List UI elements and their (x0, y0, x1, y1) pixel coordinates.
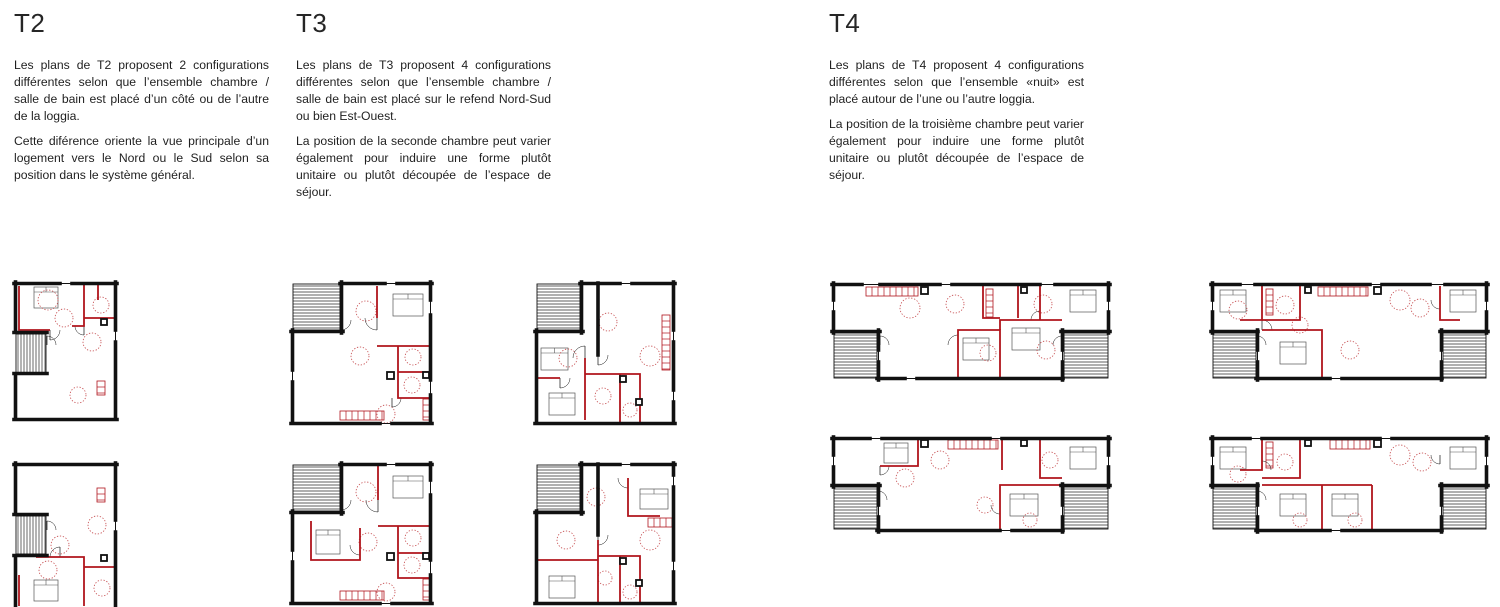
turning-circle (405, 530, 421, 546)
turning-circle (900, 298, 920, 318)
door-arc (392, 398, 401, 407)
storage-unit (97, 381, 105, 395)
door-arc (50, 330, 60, 340)
turning-circle (1293, 513, 1307, 527)
door-swing (618, 478, 628, 488)
partition-wall (1240, 286, 1262, 320)
turning-circle (351, 347, 369, 365)
door-swing (560, 378, 570, 388)
storage-outline (866, 287, 918, 296)
door-arc (366, 500, 378, 512)
door-arc (47, 336, 56, 345)
door-arc (75, 326, 84, 335)
bed (1012, 328, 1040, 350)
door-swing (365, 318, 377, 330)
service-shaft (1305, 287, 1311, 293)
partition-wall (1000, 320, 1062, 330)
bed (884, 443, 908, 463)
storage-outline (948, 440, 998, 449)
storage-unit (1266, 289, 1273, 315)
service-shaft (101, 319, 107, 325)
door-arc (365, 318, 377, 330)
turning-circle (1276, 296, 1294, 314)
section-description (829, 57, 1084, 192)
door-arc (991, 505, 1000, 514)
storage-outline (1266, 442, 1273, 468)
loggia (1064, 487, 1108, 529)
turning-circle (1230, 466, 1246, 482)
loggia (293, 284, 340, 330)
storage-unit (648, 518, 672, 527)
bed (640, 489, 668, 509)
turning-circle (1390, 290, 1410, 310)
door-arc (47, 521, 56, 530)
door-swing (50, 330, 60, 340)
storage-unit (340, 411, 384, 420)
partition-wall (598, 556, 640, 602)
partition-wall (1040, 440, 1062, 478)
service-shaft (1374, 440, 1381, 447)
bed (1220, 290, 1246, 312)
turning-circle (377, 583, 395, 601)
bed (34, 580, 58, 601)
door-arc (350, 545, 360, 555)
description-paragraph: Cette diférence oriente la vue principale d’un logement vers le Nord ou le Sud selon sa position dans le système général. (14, 134, 269, 182)
service-shaft (387, 553, 394, 560)
service-shaft (1021, 287, 1027, 293)
service-shaft (1305, 440, 1311, 446)
description-paragraph: La position de la troisième chambre peut varier également pour induire une forme plutôt unitaire ou plutôt découpée de l’espace de séjour. (829, 117, 1084, 182)
service-shaft (101, 555, 107, 561)
loggia (1213, 487, 1256, 529)
turning-circle (356, 301, 376, 321)
turning-circle (88, 516, 106, 534)
door-arc (948, 335, 958, 345)
loggia-outline (16, 334, 46, 373)
storage-unit (948, 440, 998, 449)
loggia (537, 465, 580, 511)
door-swing (1031, 311, 1040, 320)
turning-circle (977, 497, 993, 513)
door-swing (1053, 336, 1062, 345)
bed (1280, 342, 1306, 364)
partition-wall (1240, 440, 1262, 470)
service-shaft (1021, 440, 1027, 446)
loggia (293, 465, 340, 511)
loggia-outline (1443, 487, 1486, 529)
storage-unit (1330, 440, 1370, 449)
description-paragraph: Les plans de T3 proposent 4 configurations différentes selon que l’ensemble chambre / salle de bain est placé sur le refend Nord-Sud ou bien Est-Ouest. (296, 58, 551, 123)
door-swing (1262, 461, 1271, 470)
service-shaft (620, 558, 626, 564)
turning-circle (55, 309, 73, 327)
turning-circle (356, 482, 376, 502)
partition-wall (398, 526, 429, 578)
door-arc (1031, 311, 1040, 320)
turning-circle (93, 297, 109, 313)
turning-circle (640, 346, 660, 366)
turning-circle (931, 451, 949, 469)
loggia (834, 333, 877, 378)
plan-t4-d (1211, 437, 1488, 532)
turning-circle (377, 405, 395, 423)
door-swing (1431, 300, 1440, 309)
plan-t3-d (535, 463, 675, 604)
service-shaft (423, 553, 429, 559)
door-swing (948, 335, 958, 345)
bed (1450, 447, 1476, 469)
storage-unit (97, 488, 105, 502)
service-shaft (921, 440, 928, 447)
turning-circle (38, 290, 58, 310)
plan-t3-b (535, 282, 675, 424)
plan-t3-a (291, 282, 432, 424)
loggia (537, 284, 580, 330)
storage-unit (662, 315, 670, 370)
turning-circle (1413, 453, 1431, 471)
turning-circle (595, 388, 611, 404)
storage-outline (1318, 287, 1368, 296)
bed (1010, 494, 1038, 516)
partition-wall (36, 557, 84, 606)
turning-circle (1341, 341, 1359, 359)
bed (1220, 447, 1246, 469)
loggia (1443, 487, 1486, 529)
bed (393, 294, 423, 316)
door-swing (47, 521, 56, 530)
storage-unit (1318, 287, 1368, 296)
storage-unit (1266, 442, 1273, 468)
turning-circle (404, 377, 420, 393)
turning-circle (404, 557, 420, 573)
loggia (1064, 333, 1108, 378)
section-description (14, 57, 269, 192)
door-arc (880, 336, 889, 345)
door-swing (573, 346, 585, 358)
turning-circle (623, 585, 637, 599)
description-paragraph: Les plans de T2 proposent 2 configurations différentes selon que l’ensemble chambre / salle de bain est placé d’un côté ou de l’autre de la loggia. (14, 58, 269, 123)
section-title: T4 (829, 8, 861, 38)
partition-wall (1262, 440, 1300, 478)
loggia-outline (834, 487, 877, 529)
door-arc (880, 466, 889, 475)
loggia-outline (16, 516, 46, 554)
bed (1332, 494, 1358, 516)
plan-t2-b (14, 463, 117, 607)
bed (34, 287, 58, 308)
plan-t2-a (14, 282, 117, 420)
plan-t3-c (291, 463, 432, 604)
bed (1070, 447, 1096, 469)
turning-circle (1390, 445, 1410, 465)
service-shaft (620, 376, 626, 382)
door-arc (560, 378, 570, 388)
plan-t4-b (1211, 283, 1488, 380)
turning-circle (1348, 513, 1362, 527)
plan-t4-a (832, 283, 1110, 380)
door-swing (366, 500, 378, 512)
loggia (1443, 333, 1486, 378)
door-arc (573, 346, 585, 358)
service-shaft (423, 372, 429, 378)
turning-circle (94, 580, 110, 596)
bed (963, 338, 989, 360)
turning-circle (946, 295, 964, 313)
turning-circle (623, 403, 637, 417)
service-shaft (1374, 287, 1381, 294)
turning-circle (359, 533, 377, 551)
turning-circle (980, 345, 996, 361)
door-swing (350, 545, 360, 555)
storage-outline (1266, 289, 1273, 315)
storage-unit (986, 289, 993, 317)
section-description (296, 57, 551, 209)
door-arc (1053, 336, 1062, 345)
turning-circle (640, 530, 660, 550)
service-shaft (636, 580, 642, 586)
loggia (834, 487, 877, 529)
turning-circle (1411, 299, 1429, 317)
partition-wall (628, 478, 660, 516)
description-paragraph: La position de la seconde chambre peut varier également pour induire une forme plutôt unitaire ou plutôt découpée de l’espace de séjour. (296, 134, 551, 199)
partition-wall (880, 440, 918, 466)
loggia-outline (1213, 487, 1256, 529)
service-shaft (387, 372, 394, 379)
service-shaft (921, 287, 928, 294)
section-title: T3 (296, 8, 328, 38)
loggia-outline (1064, 487, 1108, 529)
turning-circle (70, 387, 86, 403)
turning-circle (1277, 454, 1293, 470)
storage-outline (340, 411, 384, 420)
storage-outline (662, 315, 670, 370)
loggia (1213, 333, 1256, 378)
partition-wall (958, 330, 1000, 378)
description-paragraph: Les plans de T4 proposent 4 configurations différentes selon que l’ensemble «nuit» est placé autour de l’une ou l’autre loggia. (829, 58, 1084, 106)
plan-t4-c (832, 437, 1110, 532)
door-swing (991, 505, 1000, 514)
turning-circle (405, 349, 421, 365)
door-arc (1431, 300, 1440, 309)
partition-wall (585, 374, 640, 422)
bed (316, 530, 340, 554)
turning-circle (598, 571, 612, 585)
partition-wall (72, 285, 84, 326)
door-arc (1431, 455, 1440, 464)
door-arc (1262, 461, 1271, 470)
section-title: T2 (14, 8, 46, 38)
bed (549, 576, 575, 598)
bed (541, 348, 568, 370)
bed (1280, 494, 1306, 516)
turning-circle (39, 561, 57, 579)
turning-circle (1042, 452, 1058, 468)
door-swing (47, 336, 56, 345)
turning-circle (1023, 513, 1037, 527)
turning-circle (83, 333, 101, 351)
partition-wall (1000, 485, 1062, 530)
door-arc (618, 478, 628, 488)
bed (1070, 290, 1096, 312)
bed (393, 476, 423, 498)
storage-unit (866, 287, 918, 296)
door-swing (75, 326, 84, 335)
door-arc (1262, 320, 1272, 330)
service-shaft (636, 399, 642, 405)
turning-circle (557, 531, 575, 549)
bed (549, 393, 575, 415)
door-swing (1431, 455, 1440, 464)
door-swing (880, 466, 889, 475)
turning-circle (1229, 301, 1247, 319)
turning-circle (599, 313, 617, 331)
partition-wall (1262, 330, 1322, 378)
turning-circle (587, 488, 605, 506)
turning-circle (1034, 295, 1052, 313)
turning-circle (896, 469, 914, 487)
loggia (16, 516, 46, 554)
door-swing (1262, 320, 1272, 330)
door-swing (392, 398, 401, 407)
door-swing (880, 336, 889, 345)
loggia (16, 334, 46, 373)
bed (1450, 290, 1476, 312)
